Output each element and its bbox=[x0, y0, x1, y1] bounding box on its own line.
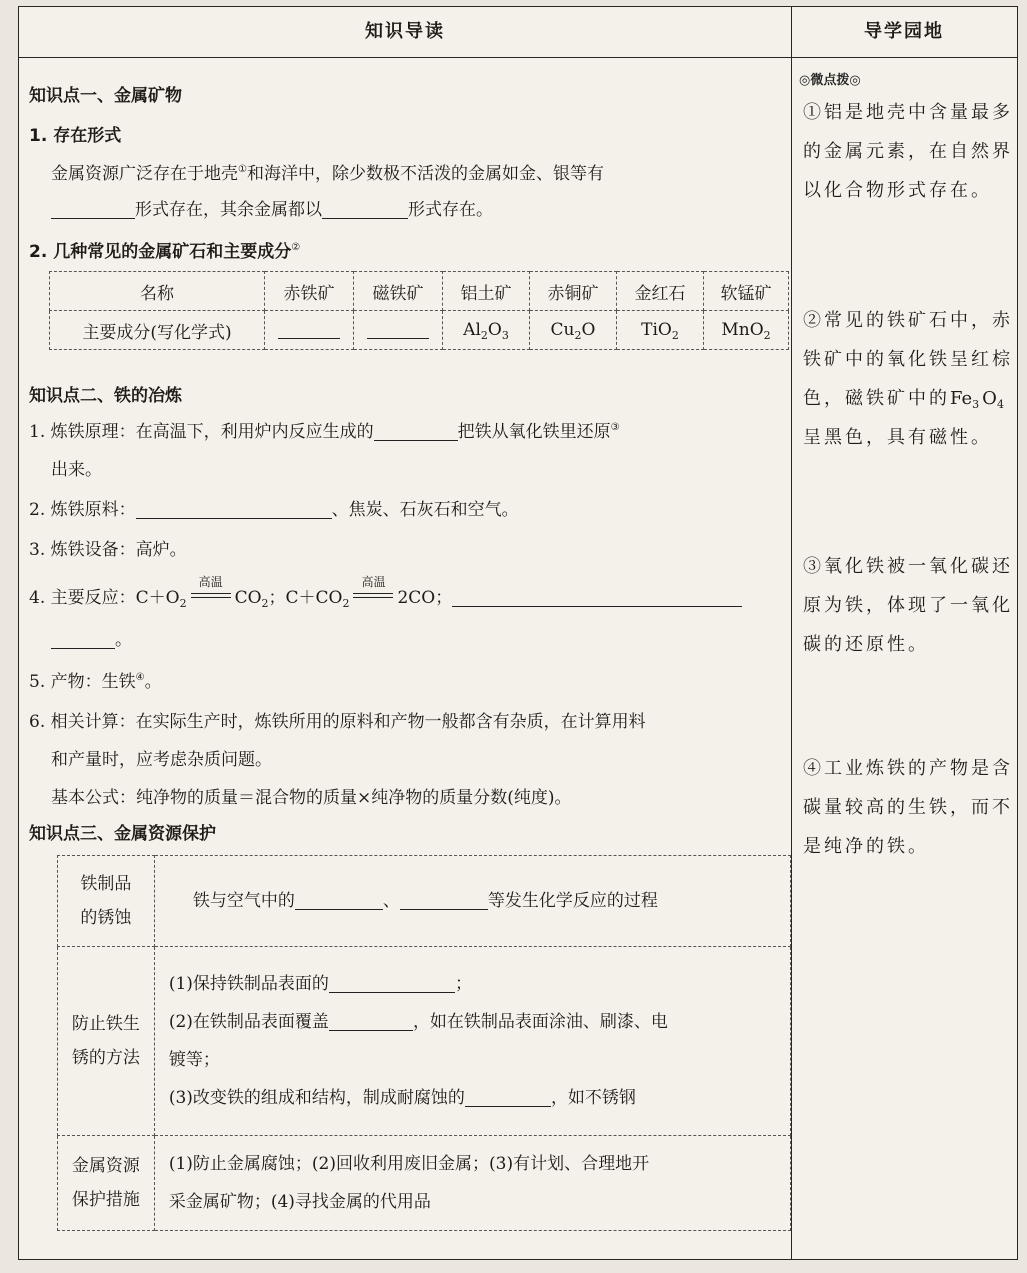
item-2-title-text: 2. 几种常见的金属矿石和主要成分 bbox=[29, 242, 292, 262]
smelt-line-5 bbox=[29, 667, 162, 692]
item-1-line-a bbox=[51, 159, 604, 184]
formula-sub: 3 bbox=[972, 398, 983, 411]
measures-content bbox=[154, 1136, 790, 1231]
note-formula: Fe bbox=[950, 388, 973, 409]
prevent-line-3: 镀等； bbox=[168, 1050, 220, 1070]
smelt-line-4 bbox=[29, 575, 742, 610]
smelt-line-1 bbox=[29, 417, 620, 442]
smelt-line-6: 6. 相关计算：在实际生产时，炼铁所用的原料和产物一般都含有杂质，在计算用料 bbox=[29, 712, 646, 732]
blank-elemental-form[interactable] bbox=[51, 200, 135, 219]
rust-label bbox=[58, 856, 155, 947]
rust-row bbox=[58, 856, 791, 947]
measures-line-1: (1)防止金属腐蚀；(2)回收利用废旧金属；(3)有计划、合理地开 bbox=[168, 1154, 650, 1174]
side-column-title: 导学园地 bbox=[864, 21, 944, 42]
main-column-title: 知识导读 bbox=[365, 21, 445, 42]
section-title-3: 知识点三、金属资源保护 bbox=[29, 824, 216, 844]
smelt-raw-text-b: 、焦炭、石灰石和空气。 bbox=[331, 500, 519, 520]
item-1-text-b: 和海洋中，除少数极不活泼的金属如金、银等有 bbox=[246, 164, 604, 184]
label-line: 锈的方法 bbox=[71, 1048, 140, 1068]
reaction-text: 2CO； bbox=[397, 588, 453, 608]
prevent-content bbox=[154, 947, 790, 1136]
formula-part: Al bbox=[463, 320, 481, 340]
formula-part: TiO bbox=[641, 320, 672, 340]
smelt-principle-text-b: 把铁从氧化铁里还原 bbox=[457, 422, 611, 442]
prevent-line-1 bbox=[169, 965, 789, 1003]
rust-sep: 、 bbox=[382, 891, 400, 911]
formula-sub: 3 bbox=[501, 329, 509, 342]
smelt-raw-text: 2. 炼铁原料： bbox=[29, 500, 136, 520]
equal-bar bbox=[353, 597, 393, 598]
column-divider bbox=[791, 7, 792, 1259]
blank-magnetite-formula[interactable] bbox=[367, 320, 429, 339]
measures-label bbox=[58, 1136, 155, 1231]
label-line: 铁制品 bbox=[80, 874, 132, 894]
ore-name: 赤铁矿 bbox=[265, 272, 354, 311]
label-line: 防止铁生 bbox=[71, 1014, 140, 1034]
label-line: 金属资源 bbox=[71, 1156, 140, 1176]
formula-part: Cu bbox=[550, 320, 575, 340]
smelt-principle-text: 1. 炼铁原理：在高温下，利用炉内反应生成的 bbox=[29, 422, 374, 442]
note-text: ②常见的铁矿石中，赤铁矿中的氧化铁呈红棕色，磁铁矿中的 bbox=[803, 310, 1013, 409]
blank-water[interactable] bbox=[400, 891, 488, 910]
blank-raw-material[interactable] bbox=[136, 500, 332, 519]
ore-formula-blank-cell bbox=[354, 311, 443, 350]
ore-name: 金红石 bbox=[617, 272, 704, 311]
rust-content bbox=[154, 856, 790, 947]
blank-main-reaction-cont[interactable] bbox=[51, 630, 115, 649]
rust-text: 铁与空气中的 bbox=[192, 891, 295, 911]
prevent-label bbox=[58, 947, 155, 1136]
blank-oxygen[interactable] bbox=[295, 891, 383, 910]
footnote-3: ③ bbox=[610, 422, 620, 433]
ore-table bbox=[49, 271, 789, 350]
ore-name: 磁铁矿 bbox=[354, 272, 443, 311]
ore-formula bbox=[443, 311, 530, 350]
blank-protective-layer[interactable] bbox=[329, 1012, 413, 1031]
formula-sub: 2 bbox=[342, 597, 350, 610]
header-row bbox=[19, 7, 1017, 58]
ore-formula-header: 主要成分(写化学式) bbox=[50, 311, 265, 350]
item-1-text-a: 金属资源广泛存在于地壳 bbox=[51, 164, 238, 184]
side-note-1: ①铝是地壳中含量最多的金属元素，在自然界以化合物形式存在。 bbox=[803, 102, 1013, 201]
item-2-title bbox=[29, 237, 300, 262]
section-title-1: 知识点一、金属矿物 bbox=[29, 86, 182, 106]
ore-name: 铝土矿 bbox=[443, 272, 530, 311]
footnote-2: ② bbox=[291, 242, 301, 253]
prevent-text: ，如不锈钢 bbox=[550, 1088, 636, 1108]
measures-row bbox=[58, 1136, 791, 1231]
blank-compound-form[interactable] bbox=[322, 200, 408, 219]
ore-formula bbox=[530, 311, 617, 350]
formula-sub: 2 bbox=[261, 597, 269, 610]
blank-dry-clean[interactable] bbox=[329, 974, 455, 993]
ore-name-header: 名称 bbox=[50, 272, 265, 311]
note-text: 呈黑色，具有磁性。 bbox=[803, 427, 992, 448]
blank-alloy[interactable] bbox=[465, 1088, 551, 1107]
measures-line-2: 采金属矿物；(4)寻找金属的代用品 bbox=[168, 1192, 431, 1212]
smelt-line-2 bbox=[29, 495, 519, 520]
reaction-condition: 高温 bbox=[198, 575, 223, 589]
item-1-line-b bbox=[51, 195, 493, 220]
ore-formula-blank-cell bbox=[265, 311, 354, 350]
smelt-line-4-cont bbox=[51, 625, 132, 650]
footnote-4: ④ bbox=[135, 672, 145, 683]
footnote-1: ① bbox=[238, 164, 247, 175]
label-line: 的锈蚀 bbox=[80, 908, 132, 928]
reaction-condition: 高温 bbox=[361, 575, 386, 589]
prevent-text: (2)在铁制品表面覆盖 bbox=[168, 1012, 329, 1032]
ore-formula bbox=[617, 311, 704, 350]
ore-name-row bbox=[50, 272, 789, 311]
formula-sub: 2 bbox=[480, 329, 488, 342]
item-1-text-c: 形式存在，其余金属都以 bbox=[135, 200, 322, 220]
smelt-line-6-cont: 和产量时，应考虑杂质问题。 bbox=[51, 750, 272, 770]
blank-hematite-formula[interactable] bbox=[278, 320, 340, 339]
prevent-line-4 bbox=[169, 1079, 789, 1117]
formula-part: O bbox=[581, 320, 596, 340]
ore-name: 软锰矿 bbox=[704, 272, 789, 311]
item-1-title-text: 1. 存在形式 bbox=[29, 126, 122, 146]
blank-main-reaction[interactable] bbox=[452, 588, 742, 607]
prevent-text: (1)保持铁制品表面的 bbox=[168, 974, 329, 994]
formula-part: O bbox=[487, 320, 502, 340]
equal-sign-condition bbox=[349, 575, 397, 605]
reaction-end: 。 bbox=[115, 630, 132, 650]
ore-formula bbox=[704, 311, 789, 350]
side-note-3: ③氧化铁被一氧化碳还原为铁，体现了一氧化碳的还原性。 bbox=[803, 556, 1013, 655]
prevent-text: (3)改变铁的组成和结构，制成耐腐蚀的 bbox=[168, 1088, 465, 1108]
equal-bar bbox=[353, 593, 393, 594]
prevent-row bbox=[58, 947, 791, 1136]
formula-sub: 2 bbox=[763, 329, 771, 342]
smelt-line-1-cont: 出来。 bbox=[51, 460, 102, 480]
reaction-text: ；C＋CO bbox=[268, 588, 343, 608]
tip-badge: ◎微点拨◎ bbox=[799, 73, 861, 88]
formula-part: MnO bbox=[721, 320, 764, 340]
formula-sub: 2 bbox=[671, 329, 679, 342]
blank-reducing-agent[interactable] bbox=[374, 422, 458, 441]
item-1-text-d: 形式存在。 bbox=[408, 200, 493, 220]
ore-formula-row bbox=[50, 311, 789, 350]
prevent-line-2 bbox=[169, 1003, 789, 1041]
worksheet-page bbox=[18, 6, 1018, 1260]
equal-bar bbox=[191, 597, 231, 598]
reaction-text: 4. 主要反应：C＋O bbox=[29, 588, 180, 608]
ore-name: 赤铜矿 bbox=[530, 272, 617, 311]
reaction-text: CO bbox=[234, 588, 262, 608]
formula-sub: 2 bbox=[179, 597, 187, 610]
equal-sign-condition bbox=[187, 575, 235, 605]
equal-bar bbox=[191, 593, 231, 594]
formula-sub: 4 bbox=[996, 398, 1007, 411]
prevent-text: ，如在铁制品表面涂油、刷漆、电 bbox=[412, 1012, 668, 1032]
item-1-title bbox=[29, 121, 121, 146]
product-text: 5. 产物：生铁 bbox=[29, 672, 136, 692]
product-end: 。 bbox=[144, 672, 162, 692]
side-note-4: ④工业炼铁的产物是含碳量较高的生铁，而不是纯净的铁。 bbox=[803, 758, 1013, 857]
formula-sub: 2 bbox=[574, 329, 582, 342]
side-note-2 bbox=[803, 301, 1017, 457]
prevent-text: ； bbox=[454, 974, 472, 994]
note-formula: O bbox=[982, 388, 997, 409]
section-title-2: 知识点二、铁的冶炼 bbox=[29, 386, 182, 406]
rust-text-b: 等发生化学反应的过程 bbox=[487, 891, 658, 911]
smelt-line-3: 3. 炼铁设备：高炉。 bbox=[29, 540, 187, 560]
protection-table bbox=[57, 855, 791, 1231]
label-line: 保护措施 bbox=[71, 1190, 140, 1210]
formula-line: 基本公式：纯净物的质量＝混合物的质量×纯净物的质量分数(纯度)。 bbox=[51, 788, 572, 808]
